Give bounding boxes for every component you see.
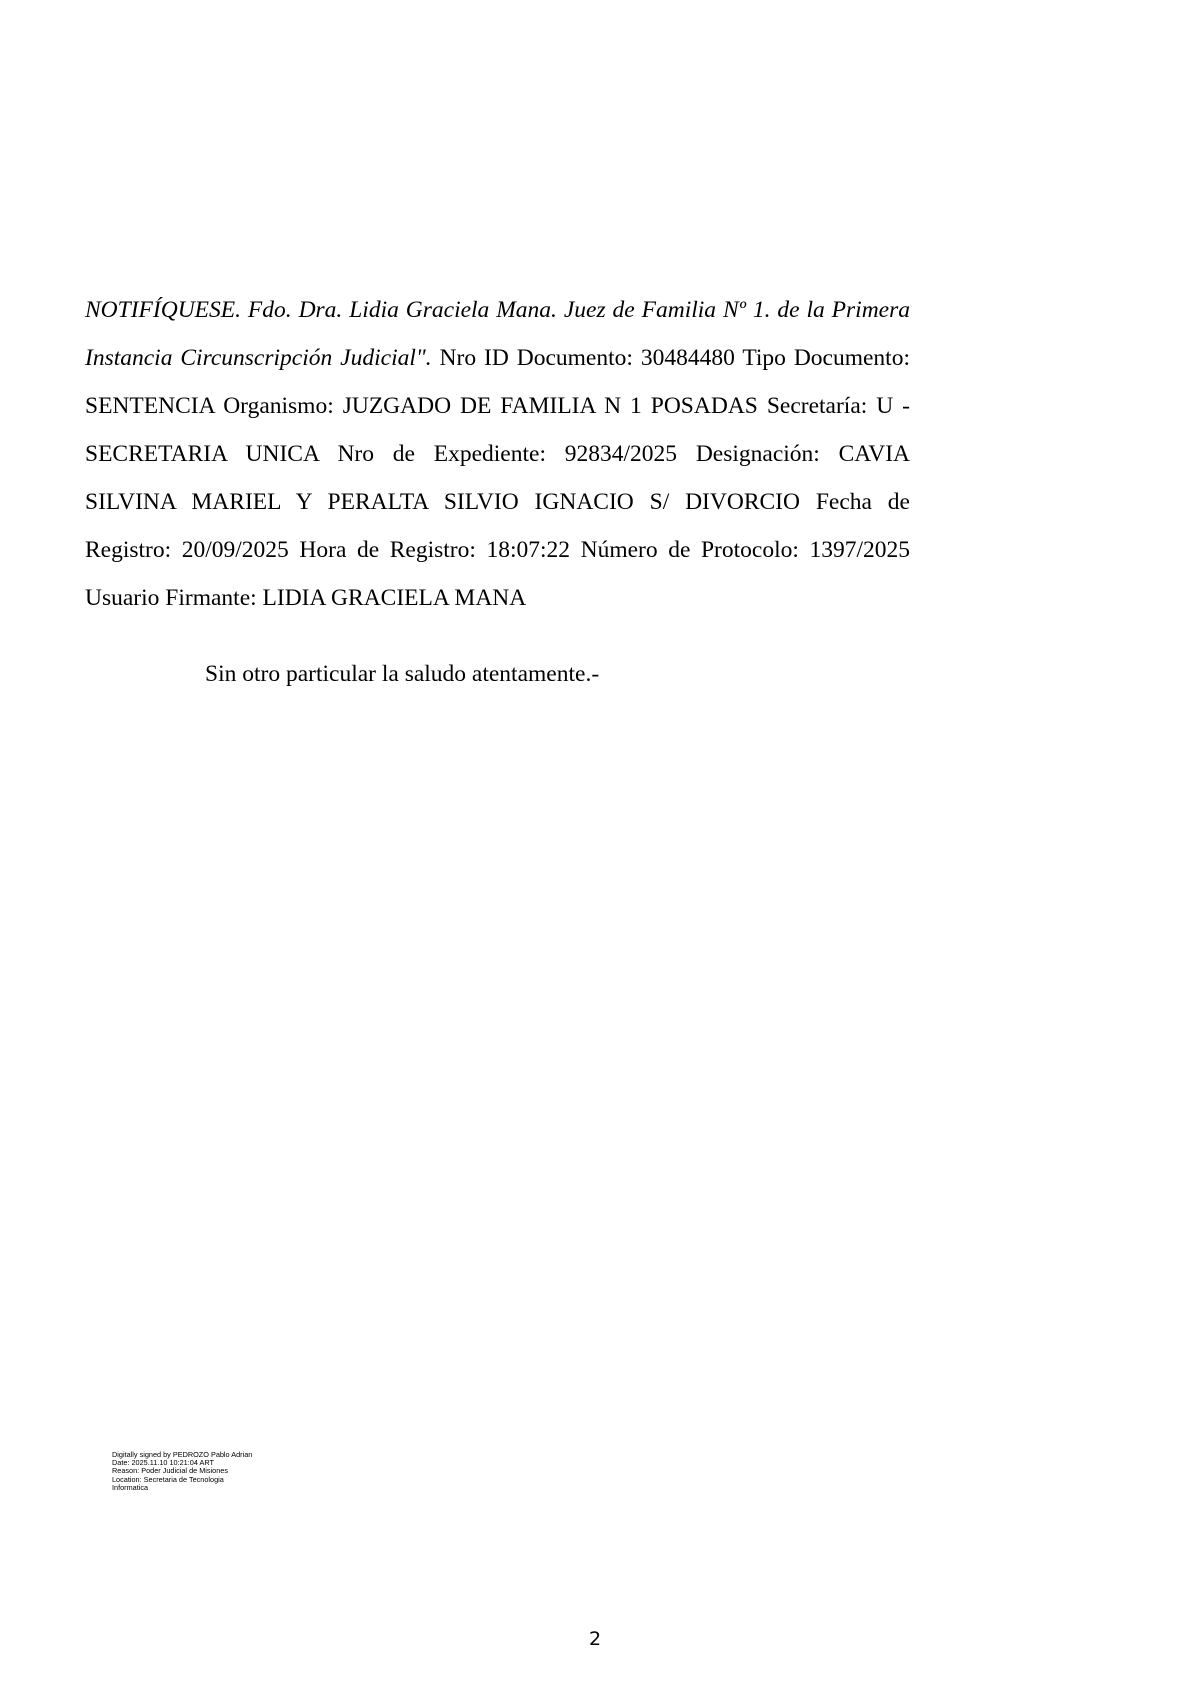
signature-location-line-2: Informatica — [112, 1482, 149, 1492]
page-number: 2 — [588, 1628, 602, 1650]
closing-line: Sin otro particular la saludo atentamente.- — [205, 661, 600, 687]
body-paragraph — [85, 286, 910, 622]
body-italic-text: NOTIFÍQUESE. Fdo. Dra. Lidia Graciela Mana. Juez de Familia Nº 1. de la Primera Instancia Circunscripción Judicial". — [85, 297, 910, 371]
signature-location-line: Location: Secretaria de Tecnologia — [112, 1474, 224, 1484]
signature-date-line: Date: 2025.11.10 10:21:04 ART — [112, 1458, 214, 1468]
digital-signature-block — [112, 1451, 312, 1492]
body-regular-text: Nro ID Documento: 30484480 Tipo Documento: SENTENCIA Organismo: JUZGADO DE FAMILIA N 1 POSADAS Secretaría: U - SECRETARIA UNICA Nro de Expediente: 92834/2025 Designación: CAVIA SILVINA MARIEL Y PERALTA SILVIO IGNACIO S/ DIVORCIO Fecha de Registro: 20/09/2025 Hora de Registro: 18:07:22 Número de Protocolo: 1397/2025 Usuario Firmante: LIDIA GRACIELA MANA — [85, 345, 910, 611]
signature-reason-line: Reason: Poder Judicial de Misiones — [112, 1466, 229, 1476]
signature-signer-line: Digitally signed by PEDROZO Pablo Adrian — [112, 1450, 253, 1459]
